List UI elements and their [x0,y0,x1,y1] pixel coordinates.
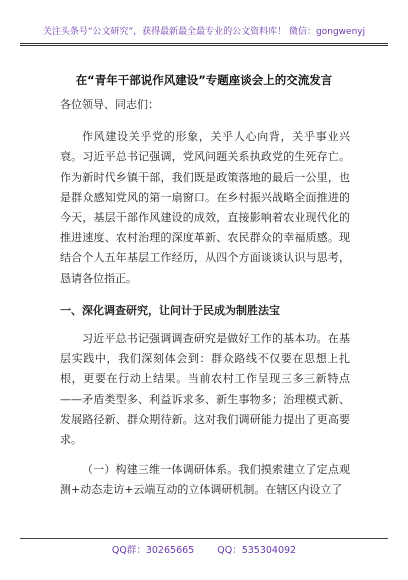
paragraph-gap [60,450,350,460]
greeting: 各位领导、同志们： [60,98,159,111]
footer-qq: QQ：535304092 [217,545,297,556]
section-1-paragraph: 习近平总书记强调调查研究是做好工作的基本功。在基层实践中，我们深刻体会到：群众路线不仅要在思想上扎根，更要在行动上结果。当前农村工作呈现三多三新特点——矛盾类型多、利益诉求多、新生事物多；治理模式新、发展路径新、群众期待新。这对我们调研能力提出了更高要求。 [60,332,350,447]
footer-rule [20,538,388,539]
footer-contact [0,542,408,556]
footer-qq-group: QQ群：30265665 [111,545,195,556]
header-note: 关注头条号“公文研究”，获得最新最全最专业的公文资料库！ 微信：gongwenyj [42,27,366,37]
header-rule-secondary [20,45,388,46]
intro-paragraph: 作风建设关乎党的形象，关乎人心向背，关乎事业兴衰。习近平总书记强调，党风问题关系执政党的生死存亡。作为新时代乡镇干部，我们既是政策落地的最后一公里，也是群众感知党风的第一扇窗口。在乡村振兴战略全面推进的今天，基层干部作风建设的成效，直接影响着农业现代化的推进速度、农村治理的深度革新、农民群众的幸福质感。现结合个人五年基层工作经历，从四个方面谈谈认识与思考，恳请各位指正。 [60,130,350,285]
document-title: 在“青年干部说作风建设”专题座谈会上的交流发言 [75,73,333,87]
document-body [60,95,350,501]
header-rule [20,43,388,44]
section-heading-1: 一、深化调查研究，让问计于民成为制胜法宝 [60,303,280,317]
subsection-1-paragraph: （一）构建三维一体调研体系。我们摸索建立了定点观测+动态走访+云端互动的立体调研机制。在辖区内设立了 [60,463,350,497]
